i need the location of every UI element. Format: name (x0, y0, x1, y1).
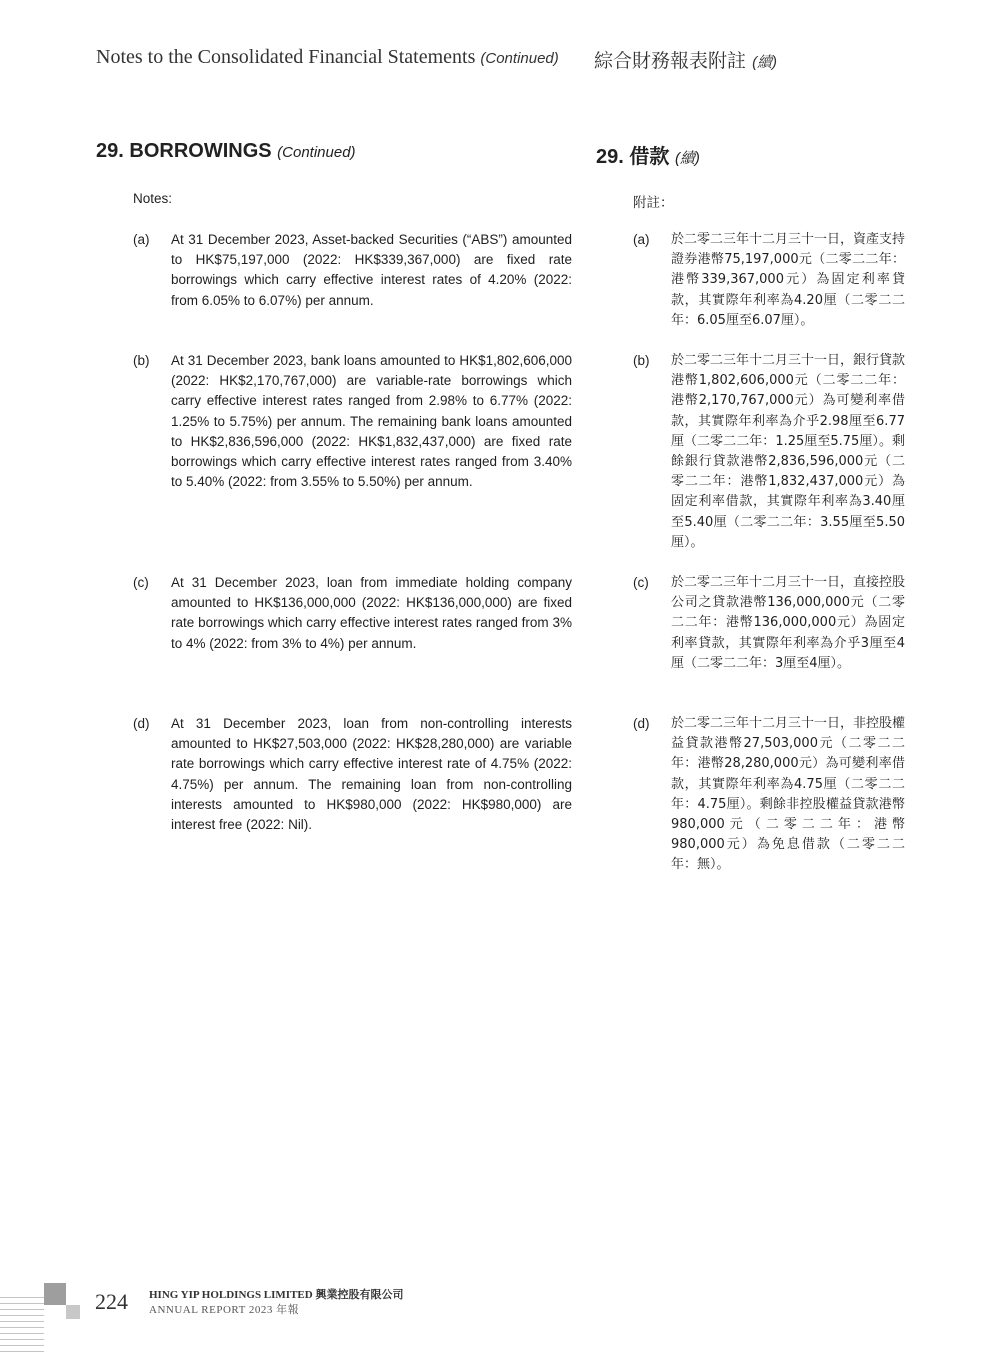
footer-decor-line (0, 1327, 44, 1328)
company-name: HING YIP HOLDINGS LIMITED 興業控股有限公司 (149, 1289, 404, 1301)
footer-decor-line (0, 1297, 44, 1298)
footer-decor-line (0, 1333, 44, 1334)
note-text-en: At 31 December 2023, loan from non-controlling interests amounted to HK$27,503,000 (2022: HK$28,280,000) are variable rate borrowings which carry effective interest rate of 4.75% (2022: 4.75%) per annum. The remaining loan from non-controlling interests amounted to HK$980,000 (2022: HK$980,000) are interest free (2022: Nil). (171, 716, 572, 833)
note-text-zh: 於二零二三年十二月三十一日，資產支持證券港幣75,197,000元（二零二二年：港幣339,367,000元）為固定利率貸款，其實際年利率為4.20厘（二零二二年：6.05厘至6.07厘）。 (671, 232, 906, 328)
header-title-en: Notes to the Consolidated Financial Statements (Continued) (96, 46, 559, 68)
note-text-en: At 31 December 2023, Asset-backed Securities (“ABS”) amounted to HK$75,197,000 (2022: HK$339,367,000) are fixed rate borrowings which carry effective interest rates of 4.20% (2022: from 6.05% to 6.07%) per annum. (171, 232, 572, 308)
note-marker: (d) (633, 716, 650, 731)
page-footer (0, 1275, 500, 1357)
note-text-zh: 於二零二三年十二月三十一日，銀行貸款港幣1,802,606,000元（二零二二年：港幣2,170,767,000元）為可變利率借款，其實際年利率為介乎2.98厘至6.77厘（二零二二年：1.25厘至5.75厘）。剩餘銀行貸款港幣2,836,596,000元（二零二二年：港幣1,832,437,000元）為固定利率借款，其實際年利率為3.40厘至5.40厘（二零二二年：3.55厘至5.50厘）。 (671, 353, 906, 550)
footer-decor-line (0, 1315, 44, 1316)
notes-label-en: Notes: (133, 191, 173, 206)
note-text-en: At 31 December 2023, bank loans amounted to HK$1,802,606,000 (2022: HK$2,170,767,000) are variable-rate borrowings which carry effective interest rates ranged from 2.98% to 6.77% (2022: 1.25% to 5.75%) per annum. The remaining bank loans amounted to HK$2,836,596,000 (2022: HK$1,832,437,000) are fixed rate borrowings which carry effective interest rates ranged from 3.40% to 5.40% (2022: from 3.55% to 5.50%) per annum. (171, 353, 572, 490)
section-heading-en: BORROWINGS (129, 140, 272, 162)
section-continued-en: (Continued) (277, 144, 356, 161)
note-marker: (b) (633, 353, 650, 368)
report-title: ANNUAL REPORT 2023 年報 (149, 1304, 300, 1316)
footer-decor-line (0, 1309, 44, 1310)
footer-decor-line (0, 1345, 44, 1346)
note-marker: (a) (633, 232, 650, 247)
section-number-zh: 29. (596, 146, 624, 168)
note-marker: (c) (633, 575, 649, 590)
note-marker: (d) (133, 716, 150, 731)
header-title-zh: 綜合財務報表附註 (續) (594, 50, 778, 72)
header-continued-zh: (續) (752, 54, 778, 71)
note-text-en: At 31 December 2023, loan from immediate holding company amounted to HK$136,000,000 (2022: HK$136,000,000) are fixed rate borrowings which carry effective interest rates ranged from 3% to 4% (2022: from 3% to 4%) per annum. (171, 575, 572, 651)
note-text-zh: 於二零二三年十二月三十一日，直接控股公司之貸款港幣136,000,000元（二零二二年：港幣136,000,000元）為固定利率貸款，其實際年利率為介乎3厘至4厘（二零二二年：3厘至4厘）。 (671, 575, 906, 671)
header-continued-en: (Continued) (480, 50, 559, 67)
note-marker: (b) (133, 353, 150, 368)
footer-decor-square (66, 1305, 80, 1319)
note-marker: (a) (133, 232, 150, 247)
section-title-zh (596, 140, 700, 169)
footer-decor-line (0, 1351, 44, 1352)
section-continued-zh: (續) (674, 150, 700, 167)
note-text-zh: 於二零二三年十二月三十一日，非控股權益貸款港幣27,503,000元（二零二二年：港幣28,280,000元）為可變利率借款，其實際年利率為4.75厘（二零二二年：4.75厘）。剩餘非控股權益貸款港幣980,000元（二零二二年：港幣980,000元）為免息借款（二零二二年：無）。 (671, 716, 906, 873)
footer-decor-line (0, 1339, 44, 1340)
footer-decor-line (0, 1321, 44, 1322)
section-title-en (96, 140, 356, 163)
section-heading-zh: 借款 (629, 146, 670, 168)
page-number: 224 (95, 1289, 128, 1314)
footer-decor-square (44, 1283, 66, 1305)
note-marker: (c) (133, 575, 149, 590)
footer-decor-line (0, 1303, 44, 1304)
running-header (96, 46, 896, 76)
section-number-en: 29. (96, 140, 124, 162)
notes-label-zh: 附註： (633, 195, 674, 210)
